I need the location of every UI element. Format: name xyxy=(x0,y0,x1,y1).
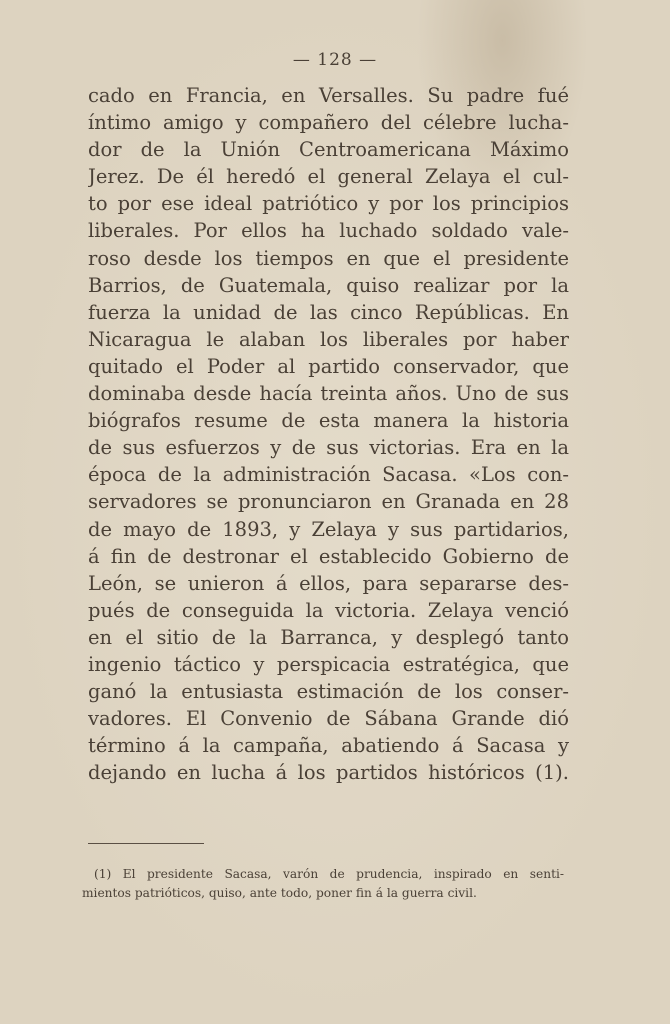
body-line: de mayo de 1893, y Zelaya y sus partidarios, xyxy=(88,517,569,541)
body-text xyxy=(88,82,569,786)
body-line: Barrios, de Guatemala, quiso realizar por la xyxy=(88,273,569,297)
body-line: León, se unieron á ellos, para separarse des- xyxy=(88,571,569,595)
footnote-line: (1) El presidente Sacasa, varón de prudencia, inspirado en senti- xyxy=(94,867,564,881)
body-line: fuerza la unidad de las cinco Repúblicas. En xyxy=(88,300,569,324)
body-line: época de la administración Sacasa. «Los con- xyxy=(88,463,569,487)
body-line: íntimo amigo y compañero del célebre lucha- xyxy=(88,111,569,135)
body-line: to por ese ideal patriótico y por los principios xyxy=(88,192,569,216)
page-number: — 128 — xyxy=(292,50,378,70)
body-line: en el sitio de la Barranca, y desplegó tanto xyxy=(88,625,569,649)
body-line: á fin de destronar el establecido Gobierno de xyxy=(88,544,569,568)
body-line: pués de conseguida la victoria. Zelaya venció xyxy=(88,598,569,622)
body-line: término á la campaña, abatiendo á Sacasa y xyxy=(88,734,569,758)
body-line: Nicaragua le alaban los liberales por haber xyxy=(88,327,569,351)
body-line: dominaba desde hacía treinta años. Uno de sus xyxy=(88,382,569,406)
footnote xyxy=(82,865,564,903)
body-line: servadores se pronunciaron en Granada en 28 xyxy=(88,490,569,514)
body-line: Jerez. De él heredó el general Zelaya el cul- xyxy=(88,165,569,189)
footnote-line: mientos patrióticos, quiso, ante todo, poner fin á la guerra civil. xyxy=(82,886,477,900)
body-line: dor de la Unión Centroamericana Máximo xyxy=(88,138,569,162)
footnote-rule xyxy=(88,843,204,844)
body-line: vadores. El Convenio de Sábana Grande dió xyxy=(88,707,569,731)
body-line: liberales. Por ellos ha luchado soldado vale- xyxy=(88,219,569,243)
body-line: biógrafos resume de esta manera la historia xyxy=(88,409,569,433)
body-line: ganó la entusiasta estimación de los conser- xyxy=(88,680,569,704)
body-line: de sus esfuerzos y de sus victorias. Era en la xyxy=(88,436,569,460)
body-line: ingenio táctico y perspicacia estratégica, que xyxy=(88,652,569,676)
body-line: cado en Francia, en Versalles. Su padre fué xyxy=(88,84,569,107)
body-line: quitado el Poder al partido conservador, que xyxy=(88,354,569,378)
body-line: roso desde los tiempos en que el presidente xyxy=(88,246,569,270)
body-line: dejando en lucha á los partidos históricos (1). xyxy=(88,761,569,785)
